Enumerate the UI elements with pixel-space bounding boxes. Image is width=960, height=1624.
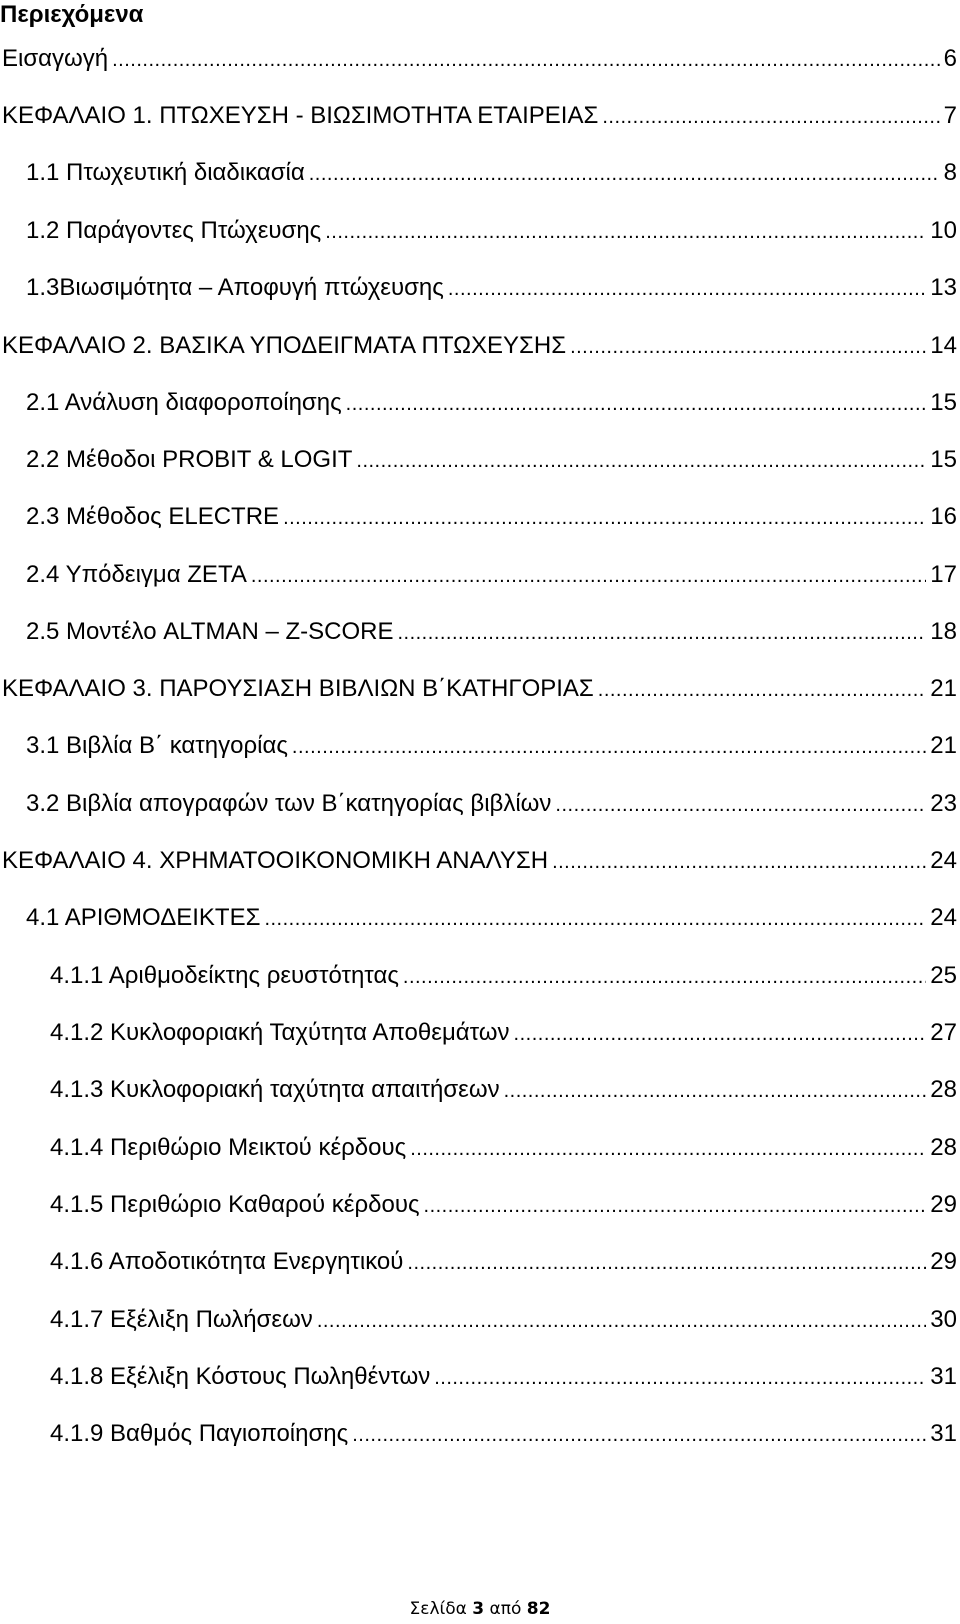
toc-entry-page-number: 28 <box>930 1134 957 1161</box>
toc-leader-dots <box>403 962 926 992</box>
toc-entry-label: 3.1 Βιβλία Β΄ κατηγορίας <box>26 732 288 759</box>
toc-entry[interactable] <box>26 617 957 647</box>
toc-leader-dots <box>598 675 927 705</box>
toc-entry-label: ΚΕΦΑΛΑΙΟ 3. ΠΑΡΟΥΣΙΑΣΗ ΒΙΒΛΙΩΝ Β΄ΚΑΤΗΓΟΡΙΑΣ <box>2 675 594 702</box>
footer-total-pages: 82 <box>526 1599 551 1619</box>
toc-leader-dots <box>264 904 926 934</box>
toc-entry[interactable] <box>50 1362 957 1392</box>
toc-entry[interactable] <box>50 1419 957 1449</box>
toc-leader-dots <box>352 1420 926 1450</box>
toc-entry-label: 4.1.7 Εξέλιξη Πωλήσεων <box>50 1306 313 1333</box>
toc-entry[interactable] <box>26 388 957 418</box>
toc-entry[interactable] <box>50 1133 957 1163</box>
toc-entry[interactable] <box>50 1075 957 1105</box>
toc-leader-dots <box>283 503 926 533</box>
toc-leader-dots <box>602 102 939 132</box>
page-footer <box>0 1598 960 1620</box>
toc-entry-page-number: 14 <box>930 332 957 359</box>
toc-entry-page-number: 17 <box>930 561 957 588</box>
toc-entry-page-number: 24 <box>930 847 957 874</box>
toc-entry-label: 4.1.8 Εξέλιξη Κόστους Πωληθέντων <box>50 1363 431 1390</box>
toc-entry-label: 2.2 Μέθοδοι PROBIT & LOGIT <box>26 446 353 473</box>
toc-entry-label: 4.1.9 Βαθμός Παγιοποίησης <box>50 1420 349 1447</box>
toc-leader-dots <box>552 847 926 877</box>
toc-entry[interactable] <box>26 903 957 933</box>
toc-entry[interactable] <box>50 961 957 991</box>
toc-leader-dots <box>325 217 926 247</box>
toc-entry-page-number: 29 <box>930 1191 957 1218</box>
toc-leader-dots <box>504 1076 927 1106</box>
toc-entry-label: 4.1.4 Περιθώριο Μεικτού κέρδους <box>50 1134 407 1161</box>
footer-prefix: Σελίδα <box>409 1599 473 1619</box>
toc-entry[interactable] <box>26 216 957 246</box>
toc-entry-page-number: 15 <box>930 446 957 473</box>
toc-leader-dots <box>514 1019 927 1049</box>
toc-entry-page-number: 25 <box>930 962 957 989</box>
toc-entry-label: ΚΕΦΑΛΑΙΟ 4. ΧΡΗΜΑΤΟΟΙΚΟΝΟΜΙΚΗ ΑΝΑΛΥΣΗ <box>2 847 549 874</box>
toc-entry-page-number: 24 <box>930 904 957 931</box>
toc-leader-dots <box>407 1248 926 1278</box>
toc-entry-page-number: 30 <box>930 1306 957 1333</box>
toc-entry-page-number: 13 <box>930 274 957 301</box>
toc-entry[interactable] <box>2 101 957 131</box>
toc-entry-label: ΚΕΦΑΛΑΙΟ 1. ΠΤΩΧΕΥΣΗ - ΒΙΩΣΙΜΟΤΗΤΑ ΕΤΑΙΡΕΙΑΣ <box>2 102 599 129</box>
toc-leader-dots <box>309 159 940 189</box>
toc-entry-label: 4.1 ΑΡΙΘΜΟΔΕΙΚΤΕΣ <box>26 904 261 931</box>
toc-entry[interactable] <box>26 158 957 188</box>
toc-entry-label: 1.2 Παράγοντες Πτώχευσης <box>26 217 322 244</box>
toc-entry[interactable] <box>50 1305 957 1335</box>
toc-entry-page-number: 27 <box>930 1019 957 1046</box>
toc-entry[interactable] <box>2 331 957 361</box>
toc-entry-label: 4.1.5 Περιθώριο Καθαρού κέρδους <box>50 1191 420 1218</box>
toc-entry-label: 4.1.1 Αριθμοδείκτης ρευστότητας <box>50 962 399 989</box>
toc-entry-label: 2.3 Μέθοδος ELECTRE <box>26 503 280 530</box>
toc-leader-dots <box>251 561 926 591</box>
toc-leader-dots <box>570 332 926 362</box>
toc-heading: Περιεχόμενα <box>0 1 144 28</box>
toc-entry[interactable] <box>50 1018 957 1048</box>
toc-entry-label: 2.5 Μοντέλο ALTMAN – Z-SCORE <box>26 618 394 645</box>
toc-leader-dots <box>555 790 926 820</box>
toc-entry-page-number: 31 <box>930 1420 957 1447</box>
toc-entry-label: 2.1 Ανάλυση διαφοροποίησης <box>26 389 342 416</box>
toc-entry[interactable] <box>26 560 957 590</box>
toc-entry-page-number: 6 <box>943 45 957 72</box>
toc-entry-page-number: 16 <box>930 503 957 530</box>
toc-entry-page-number: 18 <box>930 618 957 645</box>
toc-entry[interactable] <box>26 273 957 303</box>
toc-leader-dots <box>424 1191 927 1221</box>
toc-entry[interactable] <box>26 731 957 761</box>
toc-entry[interactable] <box>26 502 957 532</box>
toc-entry[interactable] <box>26 789 957 819</box>
toc-entry-page-number: 7 <box>943 102 957 129</box>
toc-entry-label: 3.2 Βιβλία απογραφών των Β΄κατηγορίας βιβλίων <box>26 790 552 817</box>
footer-middle: από <box>484 1599 527 1619</box>
toc-entry-label: 4.1.2 Κυκλοφοριακή Ταχύτητα Αποθεμάτων <box>50 1019 510 1046</box>
toc-entry-page-number: 15 <box>930 389 957 416</box>
toc-leader-dots <box>397 618 926 648</box>
toc-entry-page-number: 23 <box>930 790 957 817</box>
toc-entry-page-number: 8 <box>943 159 957 186</box>
toc-entry-page-number: 28 <box>930 1076 957 1103</box>
toc-entry-label: 1.3Βιωσιμότητα – Αποφυγή πτώχευσης <box>26 274 444 301</box>
toc-entry[interactable] <box>2 674 957 704</box>
toc-entry-label: 2.4 Υπόδειγμα ZETA <box>26 561 247 588</box>
toc-entry[interactable] <box>50 1247 957 1277</box>
toc-leader-dots <box>292 732 926 762</box>
toc-entry-label: ΚΕΦΑΛΑΙΟ 2. ΒΑΣΙΚΑ ΥΠΟΔΕΙΓΜΑΤΑ ΠΤΩΧΕΥΣΗΣ <box>2 332 567 359</box>
toc-leader-dots <box>410 1134 926 1164</box>
toc-entry[interactable] <box>2 44 957 74</box>
toc-entry-page-number: 21 <box>930 732 957 759</box>
toc-entry-label: 4.1.3 Κυκλοφοριακή ταχύτητα απαιτήσεων <box>50 1076 500 1103</box>
toc-entry[interactable] <box>50 1190 957 1220</box>
toc-leader-dots <box>317 1306 926 1336</box>
toc-leader-dots <box>448 274 926 304</box>
toc-entry[interactable] <box>2 846 957 876</box>
footer-current-page: 3 <box>472 1599 485 1619</box>
toc-entry-label: 4.1.6 Αποδοτικότητα Ενεργητικού <box>50 1248 404 1275</box>
toc-entry-page-number: 29 <box>930 1248 957 1275</box>
toc-leader-dots <box>434 1363 926 1393</box>
toc-entry-label: 1.1 Πτωχευτική διαδικασία <box>26 159 305 186</box>
toc-entry-page-number: 21 <box>930 675 957 702</box>
toc-entry-label: Εισαγωγή <box>2 45 109 72</box>
toc-leader-dots <box>112 45 940 75</box>
toc-leader-dots <box>356 446 926 476</box>
toc-entry-page-number: 10 <box>930 217 957 244</box>
toc-leader-dots <box>346 389 927 419</box>
toc-entry-page-number: 31 <box>930 1363 957 1390</box>
toc-entry[interactable] <box>26 445 957 475</box>
